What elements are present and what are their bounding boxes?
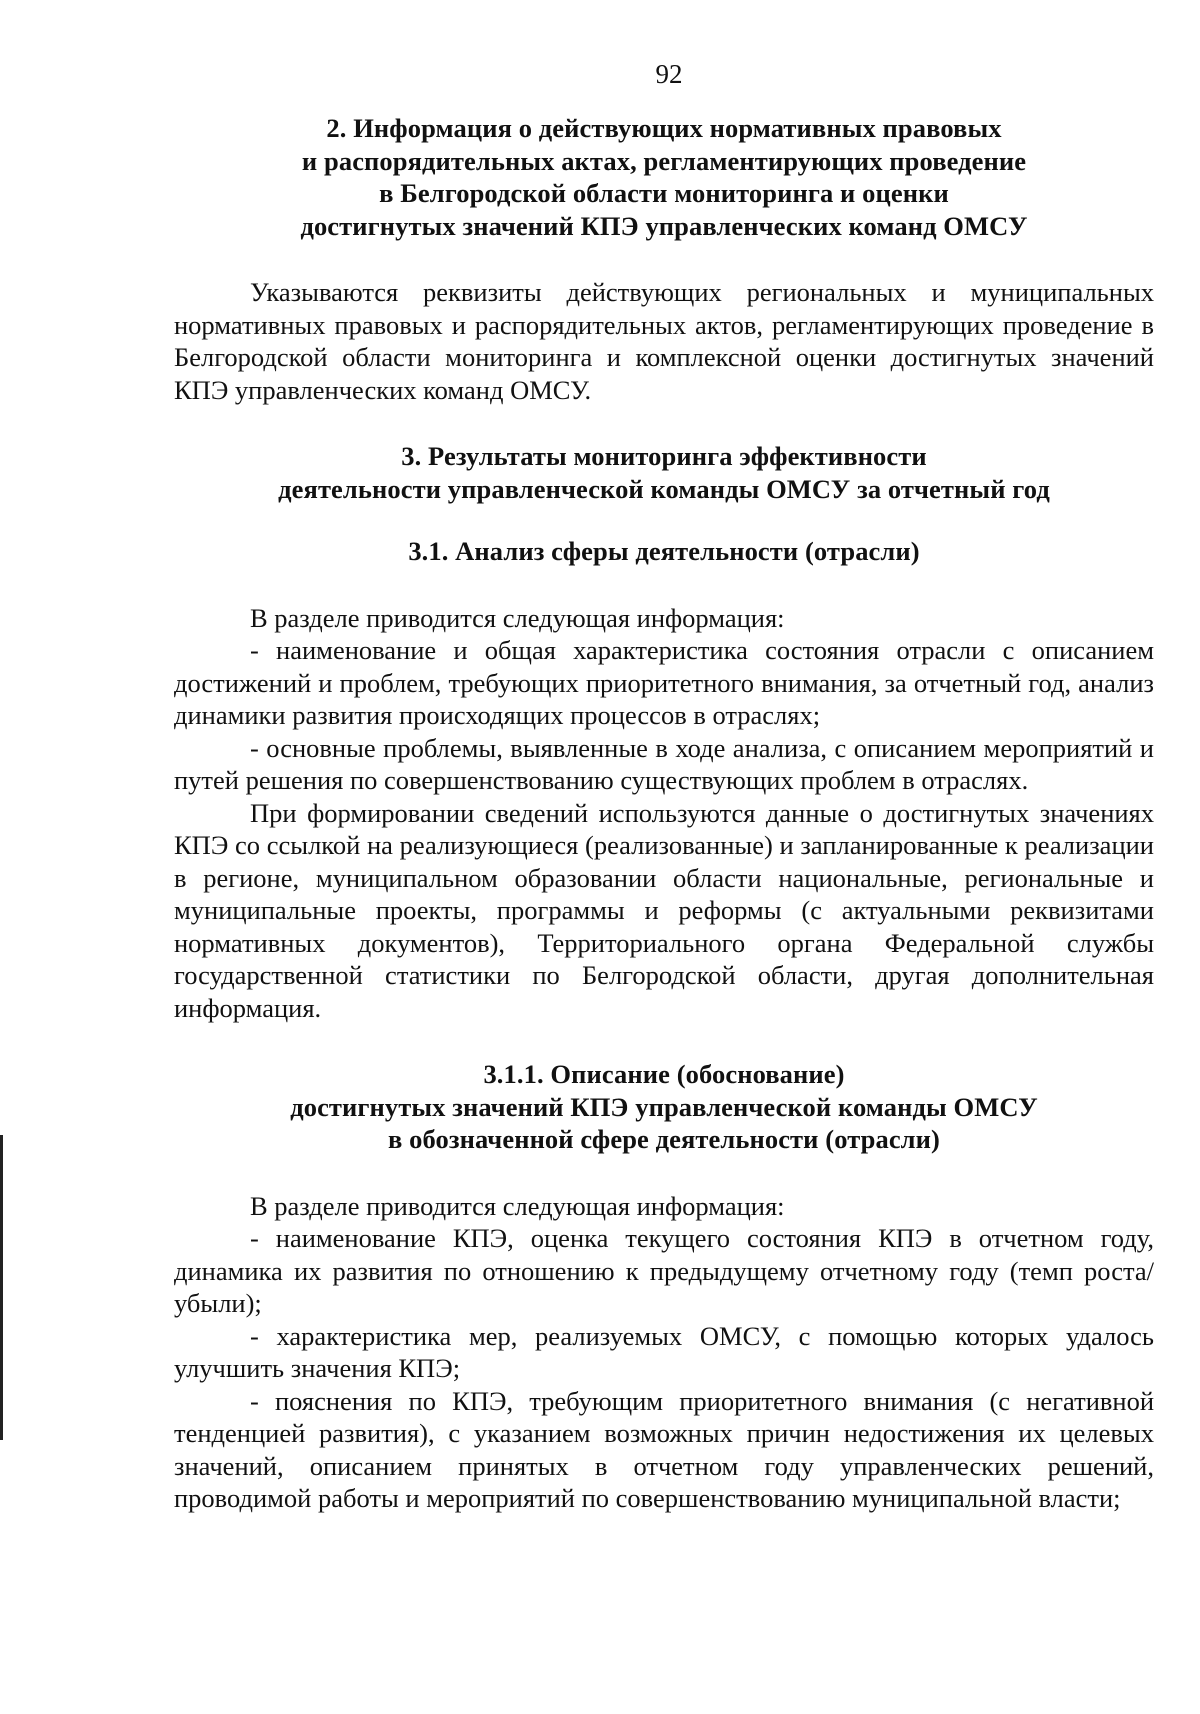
section-3-heading bbox=[174, 440, 1154, 505]
section-3-1-paragraph: - наименование и общая характеристика состояния отрасли с описанием достижений и проблем, требующих приоритетного внимания, за отчетный год, анализ динамики развития происходящих процессов в отраслях; bbox=[174, 635, 1154, 730]
section-3-1-paragraph: - основные проблемы, выявленные в ходе анализа, с описанием мероприятий и путей решения по совершенствованию существующих проблем в отраслях. bbox=[174, 732, 1154, 795]
heading-line: 3.1. Анализ сферы деятельности (отрасли) bbox=[408, 536, 920, 566]
scan-edge-mark bbox=[0, 1135, 3, 1440]
page-number: 92 bbox=[655, 59, 683, 89]
section-3-1-1-paragraph: - наименование КПЭ, оценка текущего состояния КПЭ в отчетном году, динамика их развития по отношению к предыдущему отчетному году (темп роста/убыли); bbox=[174, 1223, 1154, 1318]
section-3-1-1-paragraph: - характеристика мер, реализуемых ОМСУ, с помощью которых удалось улучшить значения КПЭ; bbox=[174, 1320, 1154, 1383]
section-2-paragraph: Указываются реквизиты действующих региональных и муниципальных нормативных правовых и распорядительных актов, регламентирующих проведение в Белгородской области мониторинга и комплексной оценки достигнутых значений КПЭ управленческих команд ОМСУ. bbox=[174, 277, 1154, 405]
heading-line: достигнутых значений КПЭ управленческой команды ОМСУ bbox=[290, 1091, 1038, 1122]
heading-line: достигнутых значений КПЭ управленческих команд ОМСУ bbox=[300, 210, 1028, 241]
section-3-1-1-heading bbox=[174, 1058, 1154, 1156]
section-3-1-paragraph: При формировании сведений используются данные о достигнутых значениях КПЭ со ссылкой на реализующиеся (реализованные) и запланированные к реализации в регионе, муниципальном образовании области национальные, региональные и муниципальные проекты, программы и реформы (с актуальными реквизитами нормативных документов), Территориального органа Федеральной службы государственной статистики по Белгородской области, другая дополнительная информация. bbox=[174, 797, 1154, 1023]
section-3-1-heading bbox=[174, 535, 1154, 568]
heading-line: и распорядительных актах, регламентирующих проведение bbox=[301, 145, 1027, 176]
heading-line: в обозначенной сфере деятельности (отрасли) bbox=[388, 1124, 940, 1154]
heading-line: 3.1.1. Описание (обоснование) bbox=[483, 1059, 845, 1089]
section-3-1-1-paragraph: - пояснения по КПЭ, требующим приоритетного внимания (с негативной тенденцией развития), с указанием возможных причин недостижения их целевых значений, описанием принятых в отчетном году управленческих решений, проводимой работы и мероприятий по совершенствованию муниципальной власти; bbox=[174, 1385, 1154, 1513]
heading-line: 2. Информация о действующих нормативных правовых bbox=[326, 113, 1002, 143]
section-3-1-1-paragraph: В разделе приводится следующая информация: bbox=[250, 1190, 785, 1221]
section-2-heading bbox=[174, 112, 1154, 242]
heading-line: 3. Результаты мониторинга эффективности bbox=[401, 441, 927, 471]
document-page bbox=[174, 58, 1154, 1515]
section-3-1-paragraph: В разделе приводится следующая информация: bbox=[250, 602, 785, 633]
heading-line: деятельности управленческой команды ОМСУ за отчетный год bbox=[278, 473, 1050, 504]
heading-line: в Белгородской области мониторинга и оценки bbox=[379, 178, 949, 208]
